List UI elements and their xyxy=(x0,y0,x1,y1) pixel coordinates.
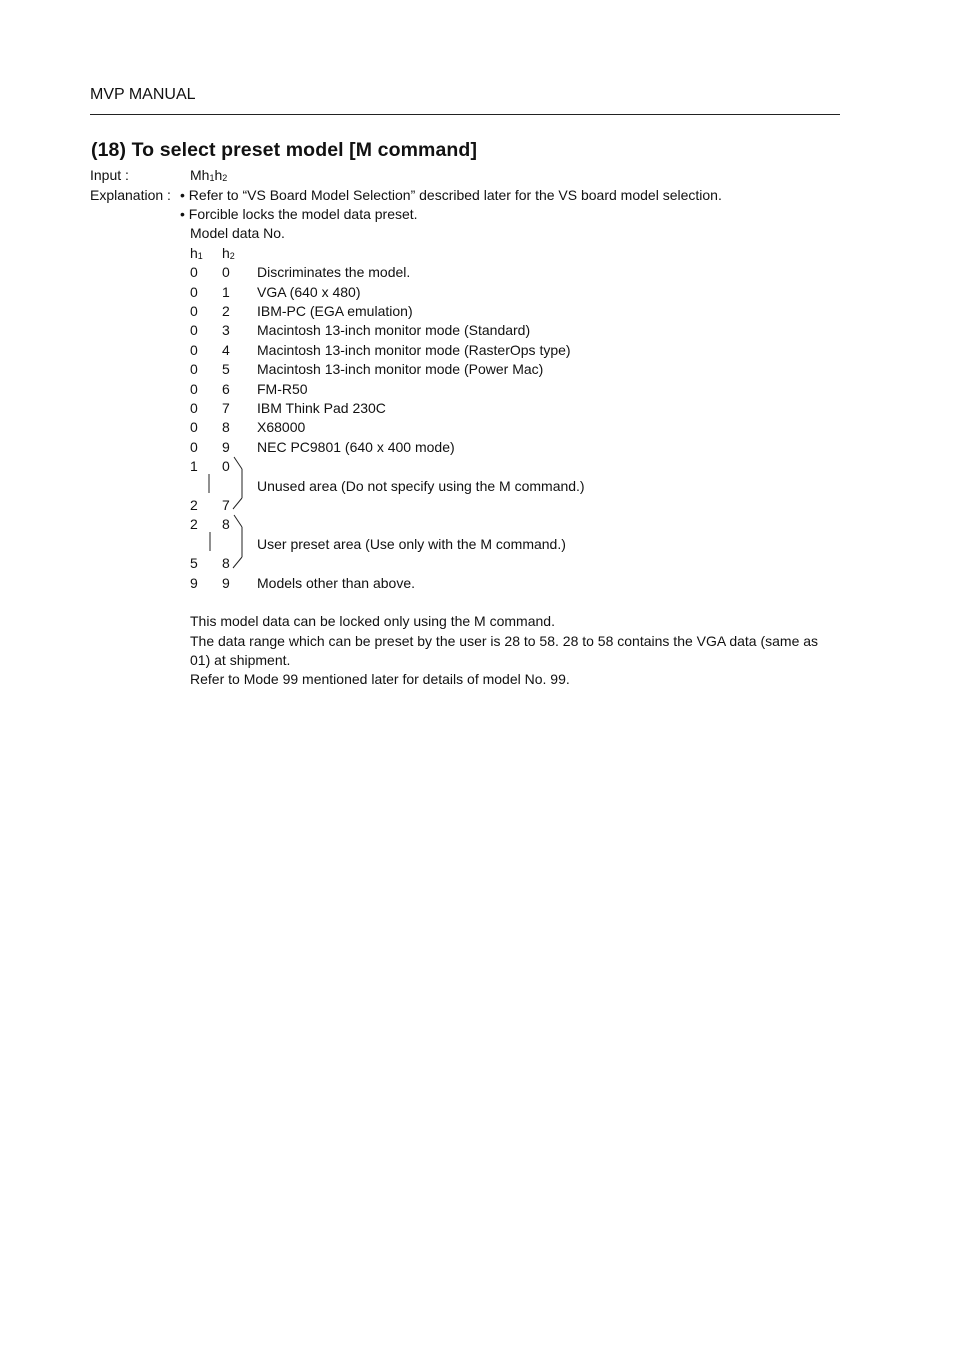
row-description: FM-R50 xyxy=(257,381,308,397)
column-header-h1: h1 xyxy=(190,245,203,261)
input-value: Mh1h2 xyxy=(190,167,228,183)
row-h2: 1 xyxy=(222,284,230,300)
note-preset-range: The data range which can be preset by the user is 28 to 58. 28 to 58 contains the VGA data (same as 01) at shipment. xyxy=(190,633,819,669)
range-bracket-top-stroke xyxy=(234,457,242,469)
row-h1: 0 xyxy=(190,419,198,435)
row-description: Models other than above. xyxy=(257,575,415,591)
range-from-h1: 1 xyxy=(190,458,198,474)
row-description: VGA (640 x 480) xyxy=(257,284,361,300)
row-description: X68000 xyxy=(257,419,306,435)
note-lock: This model data can be locked only using the M command. xyxy=(190,613,555,629)
range-from-h2: 0 xyxy=(222,458,230,474)
row-h2: 9 xyxy=(222,439,230,455)
row-h2: 6 xyxy=(222,381,230,397)
row-h2: 8 xyxy=(222,419,230,435)
row-h2: 0 xyxy=(222,264,230,280)
row-h1: 0 xyxy=(190,303,198,319)
row-description: Macintosh 13-inch monitor mode (RasterOps type) xyxy=(257,342,571,358)
model-data-heading: Model data No. xyxy=(190,225,285,241)
row-h2: 7 xyxy=(222,400,230,416)
row-h2: 5 xyxy=(222,361,230,377)
explanation-bullet-2: • Forcible locks the model data preset. xyxy=(180,206,418,222)
row-h1: 0 xyxy=(190,342,198,358)
range-to-h1: 2 xyxy=(190,497,198,513)
row-description: Discriminates the model. xyxy=(257,264,411,280)
row-h1: 0 xyxy=(190,400,198,416)
row-description: NEC PC9801 (640 x 400 mode) xyxy=(257,439,455,455)
row-h1: 0 xyxy=(190,264,198,280)
range-to-h2: 8 xyxy=(222,555,230,571)
range-description: User preset area (Use only with the M command.) xyxy=(257,536,566,552)
row-h1: 0 xyxy=(190,381,198,397)
range-to-h1: 5 xyxy=(190,555,198,571)
range-description: Unused area (Do not specify using the M command.) xyxy=(257,478,585,494)
column-header-h2: h2 xyxy=(222,245,235,261)
row-description: Macintosh 13-inch monitor mode (Standard) xyxy=(257,322,531,338)
row-h1: 0 xyxy=(190,284,198,300)
note-mode-99: Refer to Mode 99 mentioned later for details of model No. 99. xyxy=(190,671,570,687)
row-h2: 2 xyxy=(222,303,230,319)
input-label: Input : xyxy=(90,167,129,183)
row-h1: 0 xyxy=(190,361,198,377)
row-h1: 9 xyxy=(190,575,198,591)
row-description: IBM Think Pad 230C xyxy=(257,400,386,416)
explanation-bullet-1: • Refer to “VS Board Model Selection” described later for the VS board model selection. xyxy=(180,187,722,203)
range-bracket-bottom-stroke xyxy=(233,557,242,568)
range-from-h2: 8 xyxy=(222,516,230,532)
row-description: Macintosh 13-inch monitor mode (Power Mac) xyxy=(257,361,544,377)
row-h2: 9 xyxy=(222,575,230,591)
row-h2: 3 xyxy=(222,322,230,338)
explanation-label: Explanation : xyxy=(90,187,171,203)
row-h1: 0 xyxy=(190,439,198,455)
manual-title: MVP MANUAL xyxy=(90,86,196,103)
range-bracket-bottom-stroke xyxy=(233,498,242,509)
row-h1: 0 xyxy=(190,322,198,338)
range-bracket-top-stroke xyxy=(234,515,242,527)
section-title: (18) To select preset model [M command] xyxy=(91,139,478,161)
range-to-h2: 7 xyxy=(222,497,230,513)
row-description: IBM-PC (EGA emulation) xyxy=(257,303,413,319)
row-h2: 4 xyxy=(222,342,230,358)
range-from-h1: 2 xyxy=(190,516,198,532)
